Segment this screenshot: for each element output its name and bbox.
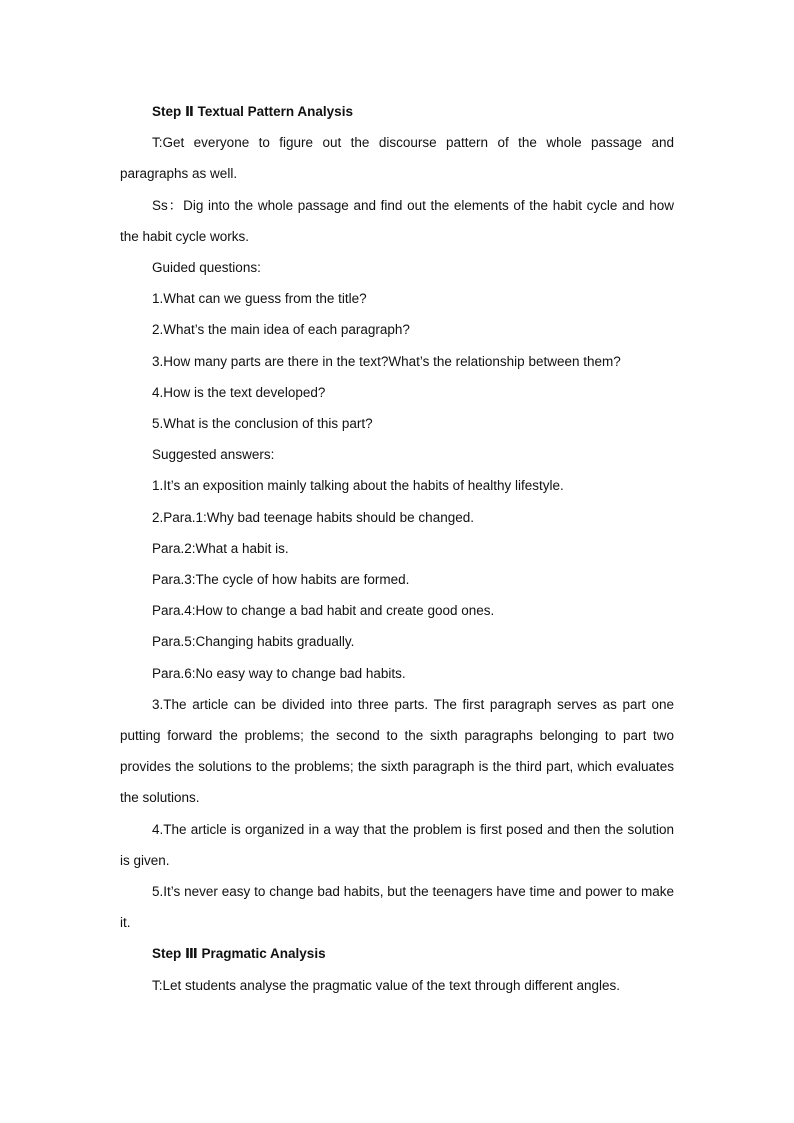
answer-item: 3.The article can be divided into three parts. The first paragraph serves as part one putting forward the problems; the second to the sixth paragraphs belonging to part two provides the solutions to the problems; the sixth paragraph is the third part, which evaluates the solutions. bbox=[120, 696, 674, 806]
answer-item: Para.2:What a habit is. bbox=[152, 540, 289, 556]
teacher-instruction-pragmatic: T:Let students analyse the pragmatic value of the text through different angles. bbox=[152, 977, 621, 993]
students-instruction: Ss：Dig into the whole passage and find out the elements of the habit cycle and how the habit cycle works. bbox=[120, 197, 674, 244]
answer-item: 4.The article is organized in a way that the problem is first posed and then the solution is given. bbox=[120, 821, 674, 868]
answer-item: Para.4:How to change a bad habit and create good ones. bbox=[152, 603, 495, 619]
question-item: 3.How many parts are there in the text?What’s the relationship between them? bbox=[152, 353, 621, 369]
answer-item: Para.6:No easy way to change bad habits. bbox=[152, 665, 406, 681]
answer-item: 5.It’s never easy to change bad habits, but the teenagers have time and power to make it. bbox=[120, 884, 674, 931]
teacher-instruction: T:Get everyone to figure out the discourse pattern of the whole passage and paragraphs as well. bbox=[120, 135, 674, 182]
question-item: 4.How is the text developed? bbox=[152, 384, 326, 400]
answer-item: 2.Para.1:Why bad teenage habits should be changed. bbox=[152, 509, 474, 525]
suggested-answers-label: Suggested answers: bbox=[152, 447, 275, 463]
answer-item: 1.It’s an exposition mainly talking about the habits of healthy lifestyle. bbox=[152, 478, 564, 494]
answer-item: Para.3:The cycle of how habits are formed. bbox=[152, 572, 410, 588]
document-page bbox=[120, 96, 674, 1001]
answer-item: Para.5:Changing habits gradually. bbox=[152, 634, 355, 650]
step2-heading: Step Ⅱ Textual Pattern Analysis bbox=[152, 104, 353, 119]
question-item: 2.What’s the main idea of each paragraph? bbox=[152, 322, 410, 338]
question-item: 1.What can we guess from the title? bbox=[152, 291, 367, 307]
question-item: 5.What is the conclusion of this part? bbox=[152, 416, 373, 432]
step3-heading: Step Ⅲ Pragmatic Analysis bbox=[152, 946, 326, 962]
guided-questions-label: Guided questions: bbox=[152, 260, 261, 276]
